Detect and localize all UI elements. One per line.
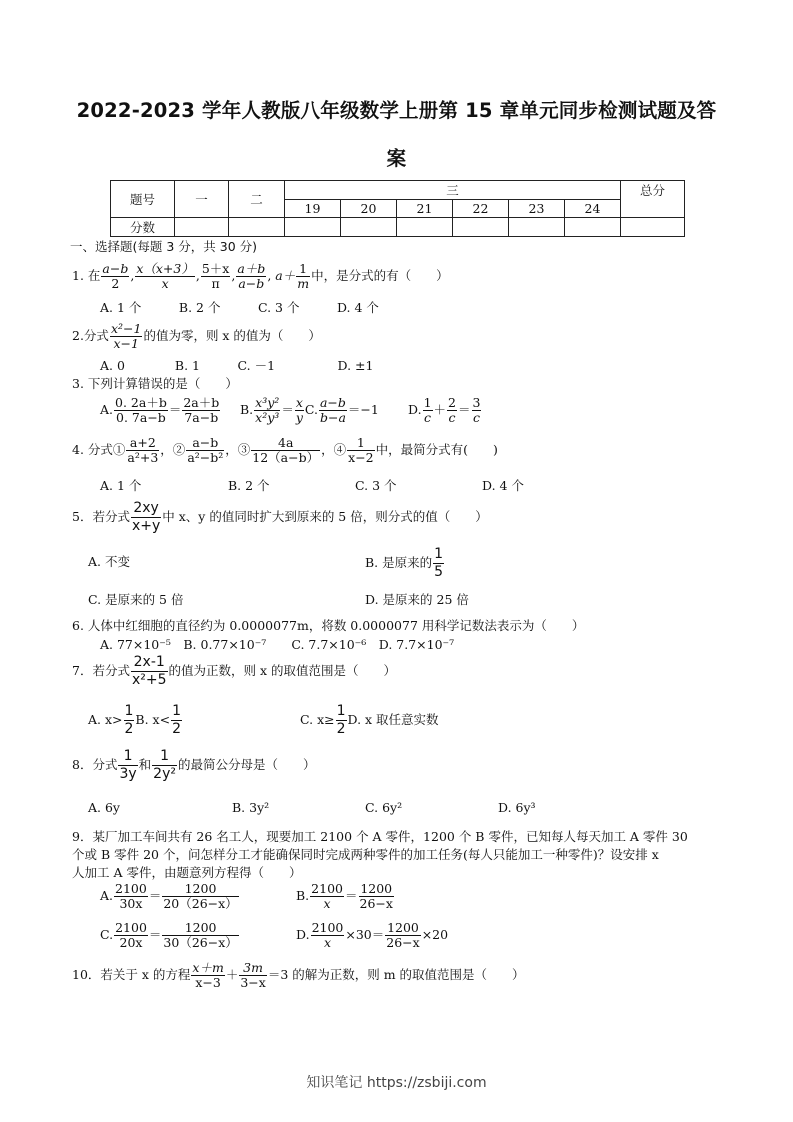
fraction: $\frac{a+b}{a-b}$ bbox=[237, 261, 266, 291]
header-q19: 19 bbox=[285, 200, 341, 218]
fraction: $\frac{x}{y}$ bbox=[295, 395, 303, 425]
question-9-option-b: B. $\frac{2100}{x}$ ＝ $\frac{1200}{26-x}$ bbox=[296, 881, 393, 911]
fraction: $\frac{a-b}{2}$ bbox=[102, 261, 129, 291]
header-total: 总分 bbox=[621, 181, 685, 218]
fraction: $\frac{1}{2}$ bbox=[336, 703, 346, 737]
header-q22: 22 bbox=[453, 200, 509, 218]
question-6-options: A. 77×10⁻⁵ B. 0.77×10⁻⁷ C. 7.7×10⁻⁶ D. 7.7×10⁻⁷ bbox=[100, 637, 455, 652]
fraction: $\frac{1}{c}$ bbox=[423, 395, 432, 425]
question-2-stem: 2.分式 $\frac{\text{x²−1}}{x-1}$ 的值为零，则 x 的值为（ ） bbox=[72, 321, 321, 351]
fraction: $\frac{1}{2}$ bbox=[124, 703, 134, 737]
header-part-1: 一 bbox=[175, 181, 229, 218]
question-9-option-d: D. $\frac{2100}{x}$ ×30＝ $\frac{1200}{26-x}$ ×20 bbox=[296, 920, 449, 950]
fraction: $\frac{1}{3y}$ bbox=[119, 748, 137, 782]
score-cell[interactable] bbox=[565, 218, 621, 237]
score-cell[interactable] bbox=[285, 218, 341, 237]
header-tihao: 题号 bbox=[111, 181, 175, 218]
fraction: $\frac{a+2}{\text{a²+3}}$ bbox=[127, 435, 159, 465]
page-title: 2022-2023 学年人教版八年级数学上册第 15 章单元同步检测试题及答 bbox=[76, 99, 717, 122]
question-7-stem: 7．若分式 $\frac{2x-1}{\text{x²+5}}$ 的值为正数，则 x 的取值范围是（ ） bbox=[72, 654, 396, 688]
header-part-3: 三 bbox=[285, 181, 621, 200]
page-title-continued: 案 bbox=[386, 147, 407, 170]
question-1-options: A. 1 个 B. 2 个 C. 3 个 D. 4 个 bbox=[100, 300, 379, 315]
question-8-option-d: D. 6y³ bbox=[498, 800, 536, 815]
question-6-stem: 6. 人体中红细胞的直径约为 0.0000077m，将数 0.0000077 用科学记数法表示为（ ） bbox=[72, 618, 585, 633]
fraction: $\frac{1}{m}$ bbox=[297, 261, 310, 291]
question-4-stem: 4. 分式① $\frac{a+2}{\text{a²+3}}$ ，② $\frac{a-b}{\text{a²−b²}}$ ，③ $\frac{4a}{12(a-b)}$ ，④ $\frac{1}{x-2}$ 中，最简分式有( ) bbox=[72, 435, 498, 465]
question-5-option-b: B. 是原来的 $\frac{1}{5}$ bbox=[365, 546, 444, 580]
question-3-option-a: A. $\frac{0. 2a+b}{0. 7a-b}$ ＝ $\frac{2a+b}{7a-b}$ bbox=[100, 395, 220, 425]
fraction: $\frac{5+x}{\pi}$ bbox=[201, 261, 230, 291]
question-9-option-a: A. $\frac{2100}{30x}$ ＝ $\frac{1200}{20(26-x)}$ bbox=[100, 881, 238, 911]
header-part-2: 二 bbox=[229, 181, 285, 218]
question-5-option-a: A. 不变 bbox=[88, 554, 130, 569]
question-1-stem: 1. 在 $\frac{a-b}{2}$ , $\frac{x(x+3)}{x}$ , $\frac{5+x}{\pi}$ , $\frac{a+b}{a-b}$ , a＋ $\frac{1}{m}$ 中，是分式的有（ ） bbox=[72, 261, 449, 291]
question-8-option-b: B. 3y² bbox=[232, 800, 270, 815]
fraction: $\frac{x(x+3)}{x}$ bbox=[136, 261, 194, 291]
fraction: $\frac{\text{x³y²}}{\text{x²y³}}$ bbox=[255, 395, 280, 425]
fraction: $\frac{2x-1}{\text{x²+5}}$ bbox=[131, 654, 167, 688]
question-4-option-d: D. 4 个 bbox=[482, 478, 524, 493]
question-3-option-b-c: B. $\frac{\text{x³y²}}{\text{x²y³}}$ ＝ $\frac{x}{y}$ C. $\frac{a-b}{b-a}$ ＝−1 bbox=[240, 395, 379, 425]
score-table bbox=[110, 180, 685, 237]
footer-watermark: 知识笔记 https://zsbiji.com bbox=[306, 1075, 487, 1091]
question-5-option-c: C. 是原来的 5 倍 bbox=[88, 592, 184, 607]
question-9-line-1: 9．某厂加工车间共有 26 名工人，现要加工 2100 个 A 零件，1200 个 B 零件，已知每人每天加工 A 零件 30 bbox=[72, 829, 688, 844]
header-q21: 21 bbox=[397, 200, 453, 218]
question-9-line-3: 人加工 A 零件，由题意列方程得（ ） bbox=[72, 865, 302, 880]
score-cell[interactable] bbox=[453, 218, 509, 237]
question-7-options-cd: C. x≥ $\frac{1}{2}$ D. x 取任意实数 bbox=[300, 703, 439, 737]
fraction: $\frac{a-b}{\text{a²−b²}}$ bbox=[187, 435, 224, 465]
fraction: $\frac{a-b}{b-a}$ bbox=[319, 395, 346, 425]
fraction: $\frac{2100}{20x}$ bbox=[115, 920, 147, 950]
question-8-stem: 8．分式 $\frac{1}{3y}$ 和 $\frac{1}{\text{2y²}}$ 的最简公分母是（ ） bbox=[72, 748, 316, 782]
question-3-stem: 3. 下列计算错误的是（ ） bbox=[72, 376, 238, 391]
question-4-option-b: B. 2 个 bbox=[228, 478, 270, 493]
fraction: $\frac{2xy}{x+y}$ bbox=[131, 500, 161, 534]
question-7-options-ab: A. x> $\frac{1}{2}$ B. x< $\frac{1}{2}$ bbox=[88, 703, 181, 737]
question-5-option-d: D. 是原来的 25 倍 bbox=[365, 592, 469, 607]
fraction: $\frac{2100}{30x}$ bbox=[115, 881, 147, 911]
row-label-score: 分数 bbox=[111, 218, 175, 237]
fraction: $\frac{4a}{12(a-b)}$ bbox=[252, 435, 320, 465]
header-q24: 24 bbox=[565, 200, 621, 218]
score-cell[interactable] bbox=[397, 218, 453, 237]
fraction: $\frac{2}{c}$ bbox=[448, 395, 456, 425]
question-9-line-2: 个或 B 零件 20 个，问怎样分工才能确保同时完成两种零件的加工任务(每人只能加工一种零件)？设安排 x bbox=[72, 847, 659, 862]
question-4-option-a: A. 1 个 bbox=[100, 478, 142, 493]
fraction: $\frac{1200}{20(26-x)}$ bbox=[163, 881, 238, 911]
score-cell[interactable] bbox=[341, 218, 397, 237]
question-10-stem: 10．若关于 x 的方程 $\frac{x+m}{x-3}$ ＋ $\frac{3m}{3-x}$ ＝3 的解为正数，则 m 的取值范围是（ ） bbox=[72, 960, 525, 990]
score-cell[interactable] bbox=[175, 218, 229, 237]
fraction: $\frac{1}{2}$ bbox=[172, 703, 181, 737]
fraction: $\frac{1}{\text{2y²}}$ bbox=[153, 748, 176, 782]
fraction: $\frac{2100}{x}$ bbox=[311, 920, 344, 950]
fraction: $\frac{\text{x²−1}}{x-1}$ bbox=[110, 321, 142, 351]
fraction: $\frac{1200}{26-x}$ bbox=[386, 920, 420, 950]
question-8-option-a: A. 6y bbox=[88, 800, 120, 815]
fraction: $\frac{3}{c}$ bbox=[472, 395, 481, 425]
fraction: $\frac{1}{5}$ bbox=[434, 546, 444, 580]
fraction: $\frac{1}{x-2}$ bbox=[348, 435, 374, 465]
fraction: $\frac{2100}{x}$ bbox=[311, 881, 343, 911]
question-9-option-c: C. $\frac{2100}{20x}$ ＝ $\frac{1200}{30(26-x)}$ bbox=[100, 920, 238, 950]
fraction: $\frac{0. 2a+b}{0. 7a-b}$ bbox=[115, 395, 167, 425]
question-2-options: A. 0 B. 1 C. －1 D. ±1 bbox=[100, 358, 374, 373]
score-cell[interactable] bbox=[621, 218, 685, 237]
fraction: $\frac{1200}{26-x}$ bbox=[359, 881, 393, 911]
fraction: $\frac{2a+b}{7a-b}$ bbox=[183, 395, 220, 425]
question-8-option-c: C. 6y² bbox=[365, 800, 403, 815]
header-q23: 23 bbox=[509, 200, 565, 218]
score-cell[interactable] bbox=[229, 218, 285, 237]
fraction: $\frac{3m}{3-x}$ bbox=[240, 960, 266, 990]
question-5-stem: 5．若分式 $\frac{2xy}{x+y}$ 中 x、y 的值同时扩大到原来的 5 倍，则分式的值（ ） bbox=[72, 500, 488, 534]
question-4-option-c: C. 3 个 bbox=[355, 478, 397, 493]
score-cell[interactable] bbox=[509, 218, 565, 237]
fraction: $\frac{1200}{30(26-x)}$ bbox=[163, 920, 238, 950]
section-heading-choice: 一、选择题(每题 3 分，共 30 分) bbox=[70, 239, 258, 254]
fraction: $\frac{x+m}{x-3}$ bbox=[192, 960, 224, 990]
question-3-option-d: D. $\frac{1}{c}$ ＋ $\frac{2}{c}$ ＝ $\frac{3}{c}$ bbox=[408, 395, 481, 425]
header-q20: 20 bbox=[341, 200, 397, 218]
